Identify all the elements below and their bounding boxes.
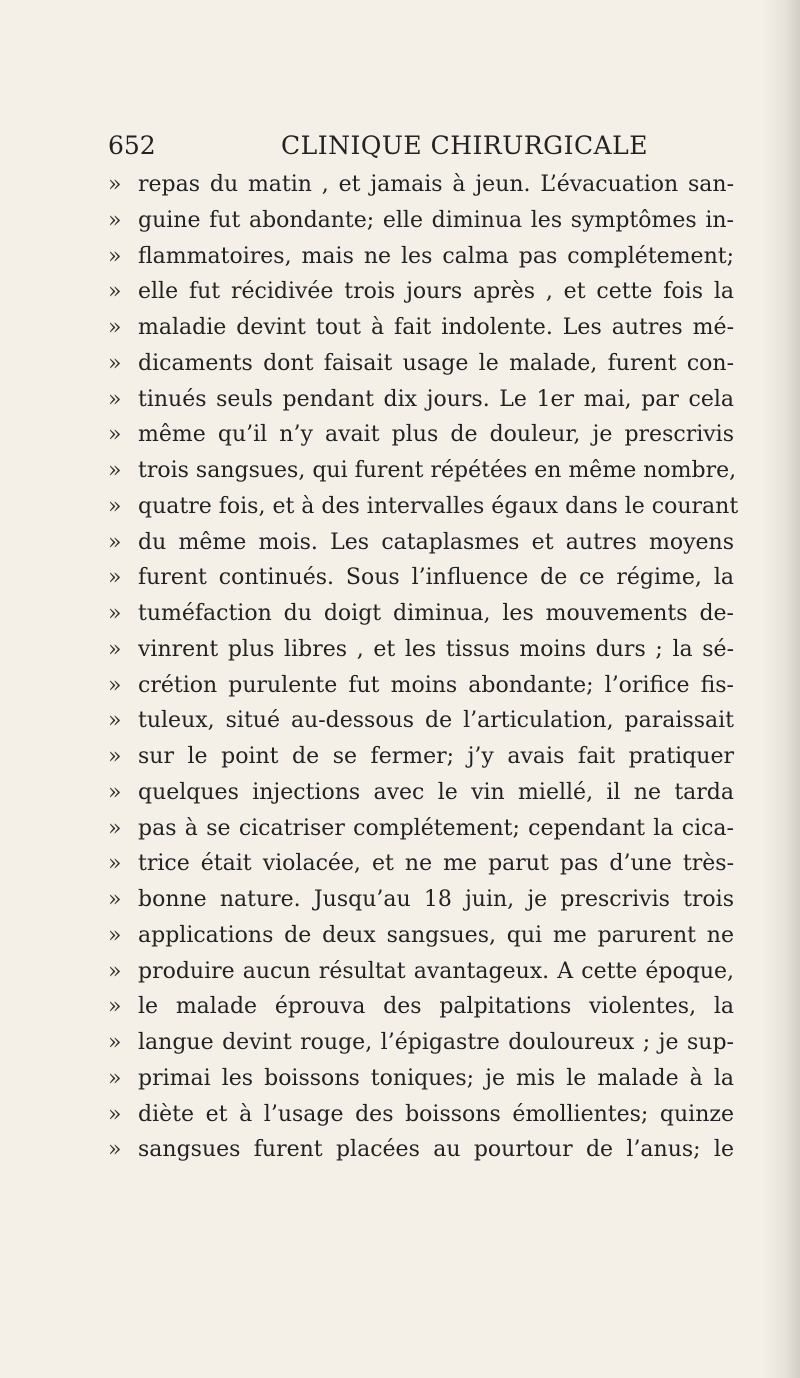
page-number: 652 [108,131,156,160]
text-line [108,203,738,239]
text-line [108,167,738,203]
quote-mark: » [108,243,122,269]
line-text: même qu’il n’y avait plus de douleur, je prescrivis [138,422,734,448]
quote-mark: » [108,1101,122,1127]
line-text: tuleux, situé au-dessous de l’articulation, paraissait [138,708,734,734]
text-line [108,453,738,489]
line-text: produire aucun résultat avantageux. A cette époque, [138,958,734,984]
quote-mark: » [108,851,122,877]
quote-mark: » [108,779,122,805]
line-text: maladie devint tout à fait indolente. Les autres mé- [138,315,734,340]
line-text: applications de deux sangsues, qui me parurent ne [138,922,734,948]
quote-mark: » [108,601,122,626]
text-line [108,489,738,525]
text-line [108,346,738,382]
line-text: trice était violacée, et ne me parut pas d’une très- [138,851,734,877]
line-text: trois sangsues, qui furent répétées en même nombre, [138,458,737,483]
text-line [108,703,738,739]
line-text: tinués seuls pendant dix jours. Le 1er mai, par cela [138,386,734,412]
quote-mark: » [108,422,122,448]
text-line [108,1132,738,1168]
text-line [108,525,738,561]
line-text: guine fut abondante; elle diminua les symptômes in- [138,207,734,233]
text-line [108,811,738,847]
line-text: diète et à l’usage des boissons émollientes; quinze [138,1101,734,1127]
text-line [108,739,738,775]
quote-mark: » [108,350,122,376]
quote-mark: » [108,1137,122,1163]
line-text: langue devint rouge, l’épigastre douloureux ; je sup- [138,1030,734,1055]
line-text: elle fut récidivée trois jours après , et cette fois la [138,279,734,305]
text-line [108,775,738,811]
text-line [108,918,738,954]
text-line [108,989,738,1025]
quote-mark: » [108,887,122,912]
line-text: tuméfaction du doigt diminua, les mouvements de- [138,601,734,626]
text-line [108,310,738,346]
line-text: quelques injections avec le vin miellé, il ne tarda [138,779,734,805]
line-text: sur le point de se fermer; j’y avais fait pratiquer [138,744,734,769]
quote-mark: » [108,672,122,698]
text-line [108,596,738,632]
line-text: primai les boissons toniques; je mis le malade à la [138,1065,734,1091]
quote-mark: » [108,529,122,555]
text-line [108,1025,738,1061]
text-line [108,632,738,668]
line-text: pas à se cicatriser complétement; cependant la cica- [138,815,734,841]
quote-mark: » [108,1065,122,1091]
text-line [108,417,738,453]
quote-mark: » [108,994,122,1020]
line-text: sangsues furent placées au pourtour de l’anus; le [138,1137,734,1163]
text-line [108,954,738,990]
quote-mark: » [108,386,122,412]
line-text: repas du matin , et jamais à jeun. L’évacuation san- [138,172,734,197]
text-line [108,239,738,275]
line-text: du même mois. Les cataplasmes et autres moyens [138,529,734,555]
quote-mark: » [108,172,122,197]
line-text: dicaments dont faisait usage le malade, furent con- [138,350,734,376]
body-text [108,167,738,1168]
quote-mark: » [108,1030,122,1055]
quote-mark: » [108,922,122,948]
text-line [108,1097,738,1133]
text-line [108,846,738,882]
line-text: quatre fois, et à des intervalles égaux dans le courant [138,493,739,519]
quote-mark: » [108,207,122,233]
text-line [108,1061,738,1097]
line-text: bonne nature. Jusqu’au 18 juin, je prescrivis trois [138,887,734,912]
line-text: le malade éprouva des palpitations violentes, la [138,994,734,1020]
text-line [108,882,738,918]
quote-mark: » [108,458,122,483]
text-line [108,560,738,596]
quote-mark: » [108,744,122,769]
page-header [108,128,728,164]
text-line [108,382,738,418]
page-edge-shadow [762,0,800,1378]
quote-mark: » [108,815,122,841]
running-title: CLINIQUE CHIRURGICALE [281,131,649,160]
quote-mark: » [108,636,122,662]
quote-mark: » [108,708,122,734]
quote-mark: » [108,315,122,340]
line-text: vinrent plus libres , et les tissus moins durs ; la sé- [138,636,734,662]
text-line [108,274,738,310]
text-line [108,668,738,704]
quote-mark: » [108,279,122,305]
quote-mark: » [108,493,122,519]
quote-mark: » [108,958,122,984]
line-text: flammatoires, mais ne les calma pas complétement; [138,243,734,269]
line-text: crétion purulente fut moins abondante; l’orifice fis- [138,672,734,698]
quote-mark: » [108,565,122,591]
line-text: furent continués. Sous l’influence de ce régime, la [138,565,734,591]
